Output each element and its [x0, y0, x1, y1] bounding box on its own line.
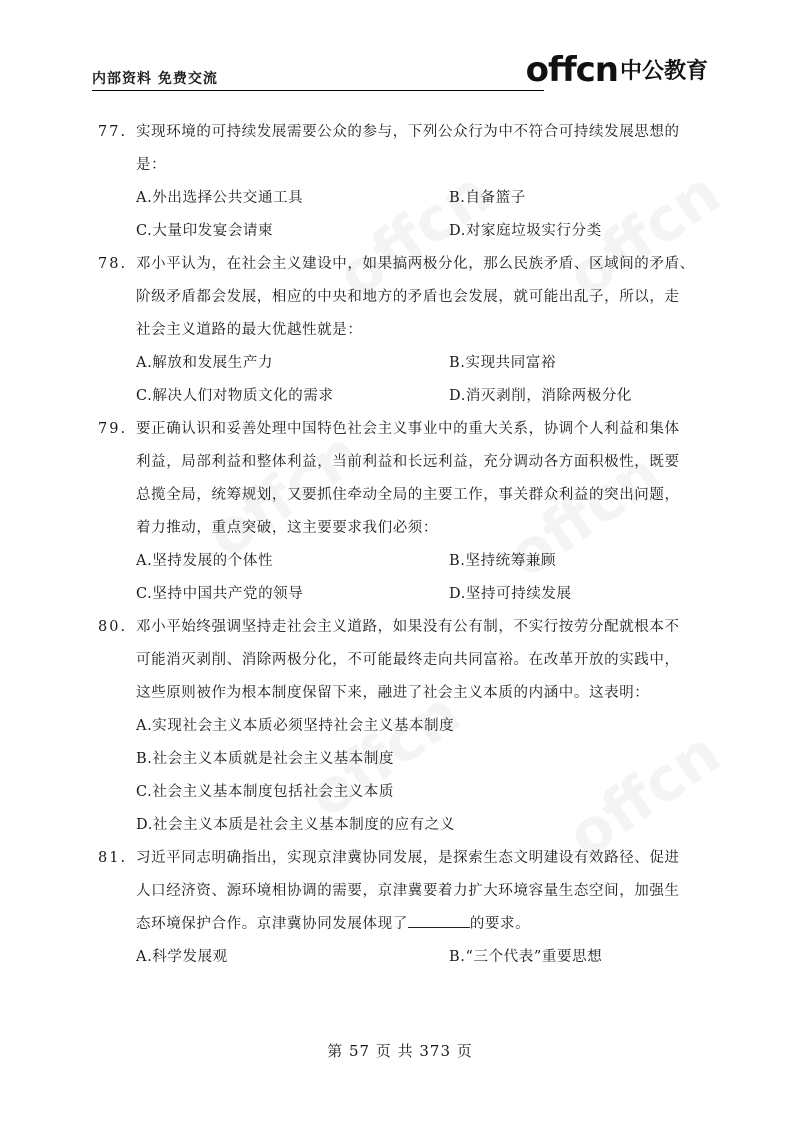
option-b: B.坚持统筹兼顾	[449, 553, 557, 569]
question-80	[98, 611, 708, 842]
option-d: D.对家庭垃圾实行分类	[449, 223, 602, 239]
question-text: 总揽全局，统筹规划，又要抓住牵动全局的主要工作，事关群众利益的突出问题，	[136, 487, 680, 503]
option-b: B.社会主义本质就是社会主义基本制度	[136, 751, 395, 767]
option-b: B.“三个代表”重要思想	[449, 949, 603, 965]
question-79	[98, 413, 708, 611]
question-text: 邓小平始终强调坚持走社会主义道路，如果没有公有制，不实行按劳分配就根本不	[136, 619, 680, 635]
option-c: C.社会主义基本制度包括社会主义本质	[136, 784, 394, 800]
question-text: 是：	[136, 157, 167, 173]
answer-blank	[408, 913, 470, 928]
logo-brand-text: offcn	[525, 50, 618, 90]
question-78	[98, 248, 708, 413]
question-text: 着力推动，重点突破，这主要要求我们必须：	[136, 520, 438, 536]
header-divider	[92, 90, 544, 91]
header-note: 内部资料 免费交流	[92, 71, 218, 87]
option-a: A.科学发展观	[136, 949, 228, 965]
option-c: C.坚持中国共产党的领导	[136, 586, 304, 602]
question-77	[98, 116, 708, 248]
question-81	[98, 842, 708, 974]
question-list	[98, 116, 708, 974]
question-text: 这些原则被作为根本制度保留下来，融进了社会主义本质的内涵中。这表明：	[136, 685, 650, 701]
option-a: A.解放和发展生产力	[136, 355, 274, 371]
option-c: C.大量印发宴会请柬	[136, 223, 274, 239]
logo-chinese-text: 中公教育	[619, 59, 708, 84]
question-text-after-blank: 的要求。	[469, 916, 531, 932]
page-footer: 第 57 页 共 373 页	[327, 1042, 473, 1060]
question-text: 实现环境的可持续发展需要公众的参与，下列公众行为中不符合可持续发展思想的	[136, 124, 680, 140]
question-text: 要正确认识和妥善处理中国特色社会主义事业中的重大关系，协调个人利益和集体	[136, 421, 680, 437]
question-number: 79.	[98, 421, 128, 437]
option-c: C.解决人们对物质文化的需求	[136, 388, 334, 404]
option-a: A.坚持发展的个体性	[136, 553, 274, 569]
page-header	[92, 50, 708, 96]
option-d: D.社会主义本质是社会主义基本制度的应有之义	[136, 817, 455, 833]
question-text: 利益，局部利益和整体利益，当前利益和长远利益，充分调动各方面积极性，既要	[136, 454, 680, 470]
option-b: B.实现共同富裕	[449, 355, 557, 371]
question-number: 80.	[98, 619, 128, 635]
question-text: 可能消灭剥削、消除两极分化，不可能最终走向共同富裕。在改革开放的实践中，	[136, 652, 680, 668]
question-text	[136, 908, 708, 941]
question-text: 阶级矛盾都会发展，相应的中央和地方的矛盾也会发展，就可能出乱子，所以，走	[136, 289, 680, 305]
question-number: 78.	[98, 256, 128, 272]
question-text: 人口经济资、源环境相协调的需要，京津冀要着力扩大环境容量生态空间，加强生	[136, 883, 680, 899]
offcn-logo	[526, 50, 708, 90]
option-d: D.坚持可持续发展	[449, 586, 572, 602]
question-text: 邓小平认为，在社会主义建设中，如果搞两极分化，那么民族矛盾、区域间的矛盾、	[136, 256, 695, 272]
question-text: 社会主义道路的最大优越性就是：	[136, 322, 363, 338]
option-b: B.自备篮子	[449, 190, 526, 206]
question-number: 77.	[98, 124, 128, 140]
option-a: A.外出选择公共交通工具	[136, 190, 304, 206]
question-number: 81.	[98, 850, 128, 866]
question-text-before-blank: 态环境保护合作。京津冀协同发展体现了	[136, 916, 408, 932]
option-a: A.实现社会主义本质必须坚持社会主义基本制度	[136, 718, 455, 734]
option-d: D.消灭剥削，消除两极分化	[449, 388, 633, 404]
question-text: 习近平同志明确指出，实现京津冀协同发展，是探索生态文明建设有效路径、促进	[136, 850, 680, 866]
